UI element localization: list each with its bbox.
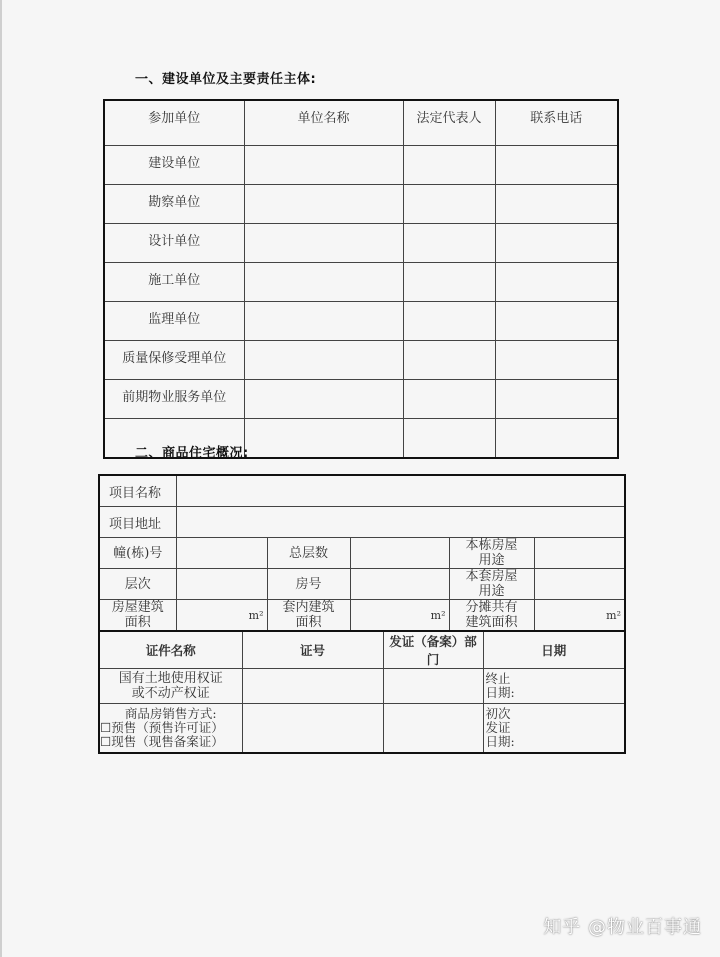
sale-method-label: 商品房销售方式: (124, 706, 217, 721)
col-header-participant: 参加单位 (104, 100, 244, 146)
table-row (104, 146, 618, 185)
row-label-design: 设计单位 (104, 224, 244, 263)
current-sale-checkbox[interactable]: ☐现售（现售备案证） (100, 734, 224, 749)
cell-phone[interactable] (495, 224, 618, 263)
cell-legal-rep[interactable] (403, 185, 495, 224)
building-no-field[interactable] (176, 538, 267, 569)
total-floors-label: 总层数 (267, 538, 350, 569)
table-row (99, 569, 625, 600)
unit-use-label-line1: 本套房屋 (465, 569, 518, 584)
table-row (104, 224, 618, 263)
building-area-label-line1: 房屋建筑 (111, 600, 164, 615)
presale-checkbox[interactable]: ☐预售（预售许可证） (100, 720, 224, 735)
land-cert-label (99, 669, 242, 704)
cell-phone[interactable] (495, 302, 618, 341)
land-cert-authority-field[interactable] (383, 669, 483, 704)
row-label-warranty: 质量保修受理单位 (104, 341, 244, 380)
shared-area-field[interactable] (534, 600, 625, 632)
row-label-supervision: 监理单位 (104, 302, 244, 341)
responsible-parties-table (103, 99, 619, 459)
unit-use-field[interactable] (534, 569, 625, 600)
cell-legal-rep[interactable] (403, 419, 495, 459)
project-name-field[interactable] (176, 475, 625, 507)
table-row (104, 185, 618, 224)
col-header-legal-rep: 法定代表人 (403, 100, 495, 146)
cell-unit-name[interactable] (244, 419, 403, 459)
land-cert-label-line2: 或不动产权证 (131, 686, 210, 701)
table-row (104, 341, 618, 380)
first-issue-label-line3: 日期: (485, 734, 515, 749)
end-date-label-line2: 日期: (485, 685, 515, 700)
land-cert-date-field[interactable] (483, 669, 625, 704)
cell-unit-name[interactable] (244, 302, 403, 341)
building-no-label: 幢(栋)号 (99, 538, 176, 569)
housing-overview-table (98, 474, 626, 754)
sale-cert-authority-field[interactable] (383, 704, 483, 754)
row-label-builder: 施工单位 (104, 263, 244, 302)
sale-cert-date-field[interactable] (483, 704, 625, 754)
section2-heading: 二、商品住宅概况: (135, 446, 249, 461)
building-area-label-line2: 面积 (124, 615, 151, 630)
cell-unit-name[interactable] (244, 341, 403, 380)
cert-header-authority: 发证（备案）部门 (383, 631, 483, 669)
floor-label: 层次 (99, 569, 176, 600)
room-no-field[interactable] (350, 569, 449, 600)
cell-unit-name[interactable] (244, 185, 403, 224)
inner-area-field[interactable] (350, 600, 449, 632)
building-area-field[interactable] (176, 600, 267, 632)
inner-area-label-line1: 套内建筑 (282, 600, 335, 615)
cell-phone[interactable] (495, 419, 618, 459)
table-header-row (104, 100, 618, 146)
row-label-survey: 勘察单位 (104, 185, 244, 224)
cert-header-number: 证号 (242, 631, 383, 669)
section1-heading: 一、建设单位及主要责任主体: (135, 72, 317, 87)
table-row (99, 704, 625, 754)
table-row (99, 538, 625, 569)
project-address-label: 项目地址 (99, 507, 176, 538)
col-header-unit-name: 单位名称 (244, 100, 403, 146)
col-header-phone: 联系电话 (495, 100, 618, 146)
cell-legal-rep[interactable] (403, 302, 495, 341)
cell-legal-rep[interactable] (403, 146, 495, 185)
cell-phone[interactable] (495, 263, 618, 302)
floor-field[interactable] (176, 569, 267, 600)
building-area-label (99, 600, 176, 632)
land-cert-number-field[interactable] (242, 669, 383, 704)
cell-phone[interactable] (495, 380, 618, 419)
building-use-field[interactable] (534, 538, 625, 569)
cell-unit-name[interactable] (244, 224, 403, 263)
cell-phone[interactable] (495, 185, 618, 224)
room-no-label: 房号 (267, 569, 350, 600)
shared-area-label-line1: 分摊共有 (465, 600, 518, 615)
table-row (104, 380, 618, 419)
sqm-unit: m² (430, 608, 446, 622)
sale-method-cell (99, 704, 242, 754)
project-address-field[interactable] (176, 507, 625, 538)
cell-phone[interactable] (495, 341, 618, 380)
inner-area-label (267, 600, 350, 632)
building-use-label-line1: 本栋房屋 (465, 538, 518, 553)
page-left-border (0, 0, 2, 957)
watermark: 知乎 @物业百事通 (543, 917, 702, 938)
unit-use-label (449, 569, 534, 600)
row-label-construction: 建设单位 (104, 146, 244, 185)
cert-header-name: 证件名称 (99, 631, 242, 669)
row-label-property-service: 前期物业服务单位 (104, 380, 244, 419)
sqm-unit: m² (248, 608, 264, 622)
cell-unit-name[interactable] (244, 146, 403, 185)
table-row (99, 669, 625, 704)
end-date-label-line1: 终止 (485, 671, 511, 686)
table-row (99, 475, 625, 507)
cert-header-date: 日期 (483, 631, 625, 669)
inner-area-label-line2: 面积 (295, 615, 322, 630)
sale-cert-number-field[interactable] (242, 704, 383, 754)
building-use-label-line2: 用途 (478, 553, 505, 568)
cell-legal-rep[interactable] (403, 341, 495, 380)
shared-area-label (449, 600, 534, 632)
cell-unit-name[interactable] (244, 263, 403, 302)
cell-legal-rep[interactable] (403, 224, 495, 263)
table-row (104, 302, 618, 341)
cell-legal-rep[interactable] (403, 263, 495, 302)
table-row (104, 263, 618, 302)
land-cert-label-line1: 国有土地使用权证 (118, 671, 223, 686)
cell-phone[interactable] (495, 146, 618, 185)
shared-area-label-line2: 建筑面积 (465, 615, 518, 630)
cell-legal-rep[interactable] (403, 380, 495, 419)
table-row (99, 507, 625, 538)
project-name-label: 项目名称 (99, 475, 176, 507)
unit-use-label-line2: 用途 (478, 584, 505, 599)
sqm-unit: m² (606, 608, 621, 622)
cell-unit-name[interactable] (244, 380, 403, 419)
first-issue-label-line1: 初次 (485, 706, 511, 721)
table-row (99, 600, 625, 632)
cert-header-row (99, 631, 625, 669)
first-issue-label-line2: 发证 (485, 720, 511, 735)
total-floors-field[interactable] (350, 538, 449, 569)
building-use-label (449, 538, 534, 569)
